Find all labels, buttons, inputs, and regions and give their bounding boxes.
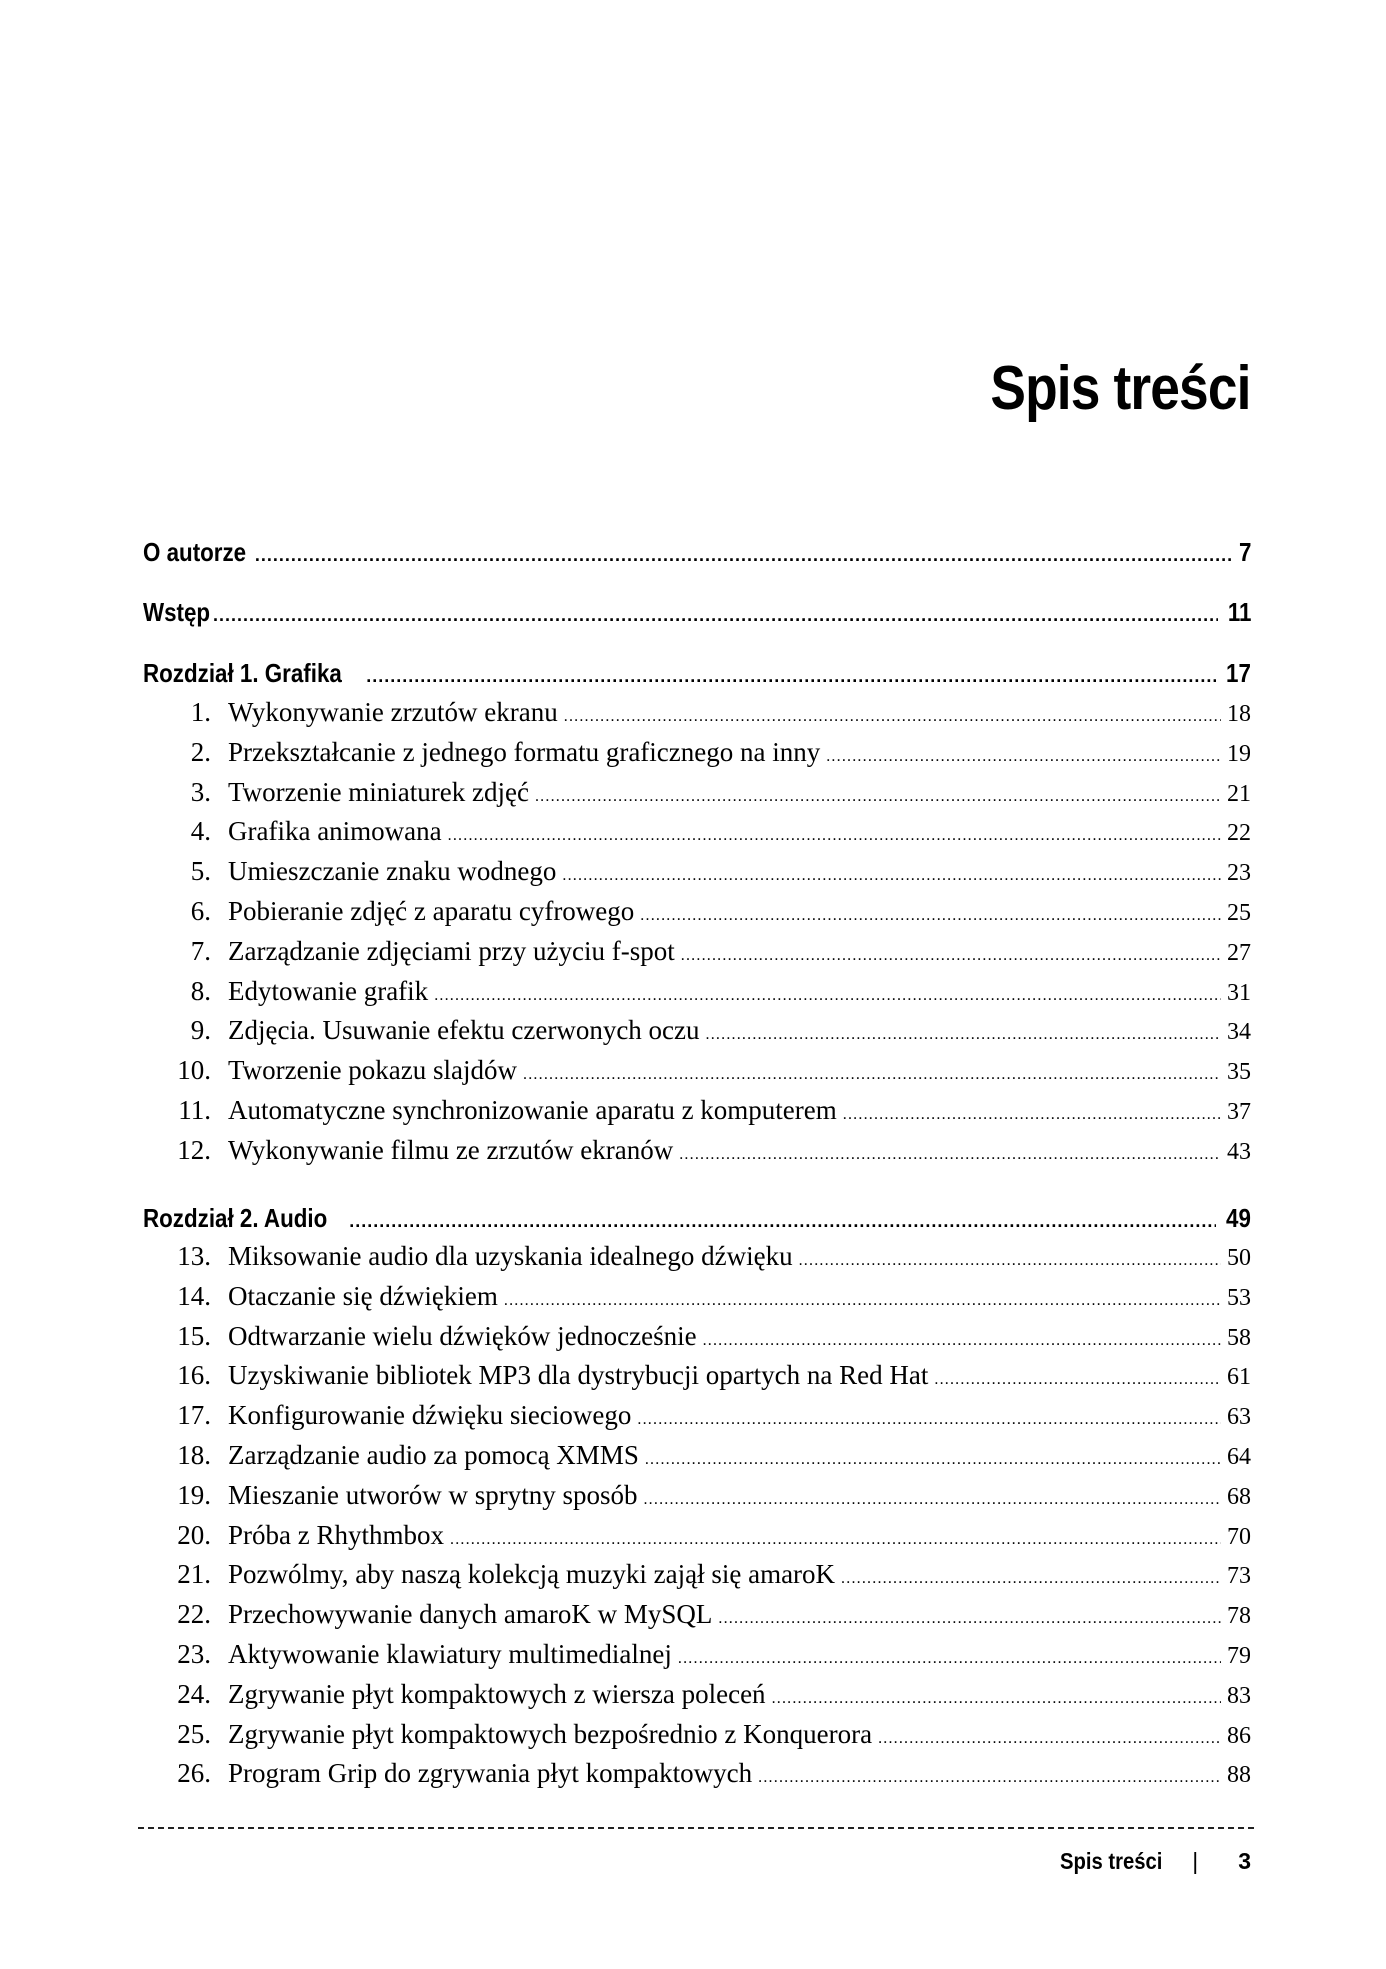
toc-page-number: 64: [1227, 1444, 1251, 1470]
toc-item-number: 13.: [177, 1241, 211, 1271]
toc-page-number: 78: [1227, 1603, 1251, 1630]
toc-item-title: Automatyczne synchronizowanie aparatu z komputerem: [228, 1095, 837, 1125]
toc-dot-leader: [772, 1690, 1221, 1708]
toc-page-number: 73: [1227, 1563, 1251, 1590]
toc-page-number: 50: [1227, 1245, 1251, 1271]
toc-item-number: 10.: [177, 1055, 211, 1086]
toc-item-entry[interactable]: [143, 1135, 1251, 1166]
toc-page-number: 34: [1227, 1019, 1251, 1046]
footer-separator: |: [1192, 1848, 1199, 1874]
toc-chapter-title: Wstęp: [143, 597, 211, 627]
toc-item-title: Edytowanie grafik: [228, 975, 429, 1006]
toc-page-number: 49: [1226, 1203, 1251, 1233]
toc-dot-leader: [645, 1451, 1221, 1469]
footer-page-number: 3: [1238, 1848, 1251, 1874]
toc-item-title: Zarządzanie audio za pomocą XMMS: [228, 1440, 639, 1470]
toc-page-number: 70: [1227, 1523, 1251, 1550]
toc-item-title: Zarządzanie zdjęciami przy użyciu f-spot: [228, 935, 675, 966]
toc-page-number: 53: [1227, 1284, 1251, 1311]
toc-page-number: 18: [1227, 701, 1251, 727]
toc-item-number: 1.: [190, 697, 211, 727]
toc-item-title: Aktywowanie klawiatury multimedialnej: [228, 1639, 672, 1669]
toc-item-number: 21.: [177, 1559, 211, 1590]
toc-item-entry[interactable]: [143, 896, 1251, 927]
toc-dot-leader: [564, 708, 1221, 726]
toc-item-entry[interactable]: [143, 777, 1251, 808]
toc-item-number: 18.: [177, 1440, 211, 1470]
toc-item-entry[interactable]: [143, 1639, 1251, 1670]
toc-dot-leader: [643, 1491, 1221, 1509]
toc-chapter-entry[interactable]: [143, 1203, 1251, 1234]
toc-item-number: 3.: [190, 776, 211, 807]
toc-item-title: Zgrywanie płyt kompaktowych z wiersza poleceń: [228, 1678, 766, 1709]
toc-item-title: Zdjęcia. Usuwanie efektu czerwonych oczu: [228, 1015, 700, 1046]
toc-item-entry[interactable]: [143, 1719, 1251, 1750]
toc-dot-leader: [637, 1411, 1221, 1429]
toc-item-number: 20.: [177, 1519, 211, 1550]
toc-page-number: 61: [1227, 1364, 1251, 1391]
toc-item-title: Zgrywanie płyt kompaktowych bezpośrednio z Konquerora: [228, 1718, 873, 1749]
toc-dot-leader: [878, 1730, 1221, 1748]
toc-item-title: Umieszczanie znaku wodnego: [228, 856, 557, 887]
toc-item-number: 4.: [190, 816, 211, 847]
toc-chapter-entry[interactable]: [143, 537, 1251, 568]
toc-page-number: 31: [1227, 979, 1251, 1006]
toc-chapter-title: Rozdział 2. Audio: [143, 1203, 328, 1233]
toc-dot-leader: [448, 827, 1221, 845]
toc-dot-leader: [523, 1066, 1221, 1084]
toc-page-number: 25: [1227, 900, 1251, 926]
toc-dot-leader: [679, 1146, 1221, 1164]
toc-item-title: Odtwarzanie wielu dźwięków jednocześnie: [228, 1320, 697, 1351]
toc-item-entry[interactable]: [143, 1440, 1251, 1471]
toc-item-number: 5.: [190, 856, 211, 887]
toc-dot-leader: [535, 788, 1221, 806]
toc-item-title: Pobieranie zdjęć z aparatu cyfrowego: [228, 896, 635, 926]
toc-item-number: 25.: [177, 1718, 211, 1749]
toc-dot-leader: [504, 1292, 1221, 1310]
toc-item-number: 6.: [190, 896, 211, 926]
toc-dot-leader: [450, 1531, 1221, 1549]
toc-page-number: 63: [1227, 1404, 1251, 1431]
toc-item-entry[interactable]: [143, 1599, 1251, 1630]
toc-dot-leader: [681, 947, 1221, 965]
toc-dot-leader: [213, 605, 1218, 626]
toc-dot-leader: [640, 907, 1221, 925]
toc-chapter-title: O autorze: [143, 537, 247, 567]
toc-dot-leader: [758, 1769, 1221, 1787]
toc-item-title: Wykonywanie filmu ze zrzutów ekranów: [228, 1134, 674, 1165]
toc-dot-leader: [799, 1252, 1221, 1270]
toc-item-entry[interactable]: [143, 816, 1251, 847]
toc-item-title: Tworzenie miniaturek zdjęć: [228, 776, 529, 807]
toc-dot-leader: [843, 1106, 1221, 1124]
toc-page-number: 43: [1227, 1138, 1251, 1165]
toc-item-title: Otaczanie się dźwiękiem: [228, 1280, 498, 1311]
toc-page-number: 7: [1238, 537, 1251, 567]
toc-item-number: 8.: [190, 975, 211, 1006]
toc-item-title: Tworzenie pokazu slajdów: [228, 1055, 518, 1086]
toc-item-number: 17.: [177, 1400, 211, 1431]
toc-dot-leader: [434, 987, 1221, 1005]
toc-item-title: Próba z Rhythmbox: [228, 1519, 444, 1550]
toc-item-title: Wykonywanie zrzutów ekranu: [228, 697, 558, 727]
toc-item-number: 22.: [177, 1599, 211, 1630]
page-footer: [1046, 1848, 1251, 1875]
toc-item-title: Uzyskiwanie bibliotek MP3 dla dystrybucji opartych na Red Hat: [228, 1360, 929, 1391]
toc-item-title: Grafika animowana: [228, 816, 442, 847]
toc-page-number: 35: [1227, 1059, 1251, 1086]
toc-dot-leader: [703, 1332, 1221, 1350]
toc-item-entry[interactable]: [143, 1520, 1251, 1551]
toc-page-number: 17: [1226, 658, 1251, 688]
toc-item-number: 23.: [177, 1639, 211, 1669]
toc-item-entry[interactable]: [143, 1241, 1251, 1272]
toc-item-entry[interactable]: [143, 737, 1251, 768]
toc-dot-leader: [678, 1650, 1221, 1668]
toc-dot-leader: [255, 545, 1231, 566]
toc-item-entry[interactable]: [143, 697, 1251, 728]
toc-dot-leader: [718, 1610, 1221, 1628]
toc-item-entry[interactable]: [143, 1400, 1251, 1431]
toc-item-number: 14.: [177, 1280, 211, 1311]
toc-dot-leader: [826, 748, 1221, 766]
toc-item-title: Konfigurowanie dźwięku sieciowego: [228, 1400, 632, 1431]
toc-dot-leader: [841, 1570, 1221, 1588]
toc-page-number: 23: [1227, 860, 1251, 887]
toc-page-number: 83: [1227, 1682, 1251, 1709]
toc-item-title: Mieszanie utworów w sprytny sposób: [228, 1479, 638, 1510]
toc-item-number: 12.: [177, 1134, 211, 1165]
toc-dot-leader: [706, 1026, 1221, 1044]
toc-page-number: 22: [1227, 820, 1251, 847]
footer-title: Spis treści: [1059, 1848, 1163, 1874]
toc-item-number: 19.: [177, 1479, 211, 1510]
toc-page-number: 79: [1227, 1643, 1251, 1669]
toc-dot-leader: [562, 867, 1221, 885]
toc-item-entry[interactable]: [143, 936, 1251, 967]
toc-item-entry[interactable]: [143, 1095, 1251, 1126]
toc-item-entry[interactable]: [143, 1758, 1251, 1789]
toc-item-entry[interactable]: [143, 1321, 1251, 1352]
toc-item-number: 15.: [177, 1320, 211, 1351]
toc-item-entry[interactable]: [143, 976, 1251, 1007]
toc-page-number: 21: [1227, 780, 1251, 807]
toc-item-number: 16.: [177, 1360, 211, 1391]
toc-page-number: 11: [1227, 597, 1251, 627]
toc-chapter-entry[interactable]: [143, 597, 1251, 628]
toc-page-number: 86: [1227, 1722, 1251, 1749]
footer-divider: [138, 1827, 1254, 1829]
toc-item-entry[interactable]: [143, 856, 1251, 887]
toc-chapter-entry[interactable]: [143, 658, 1251, 689]
toc-item-title: Miksowanie audio dla uzyskania idealnego dźwięku: [228, 1241, 793, 1271]
page-title: Spis treści: [990, 354, 1251, 423]
toc-item-title: Program Grip do zgrywania płyt kompaktowych: [228, 1758, 753, 1789]
toc-item-entry[interactable]: [143, 1559, 1251, 1590]
toc-page-number: 19: [1227, 740, 1251, 767]
toc-dot-leader: [366, 666, 1216, 687]
toc-item-number: 11.: [178, 1095, 211, 1125]
toc-item-entry[interactable]: [143, 1015, 1251, 1046]
toc-item-number: 7.: [190, 935, 211, 966]
toc-chapter-title: Rozdział 1. Grafika: [143, 658, 342, 688]
toc-item-entry[interactable]: [143, 1679, 1251, 1710]
toc-item-number: 2.: [190, 736, 211, 767]
toc-page-number: 68: [1227, 1483, 1251, 1510]
toc-item-title: Przechowywanie danych amaroK w MySQL: [228, 1599, 713, 1630]
toc-item-entry[interactable]: [143, 1281, 1251, 1312]
toc-item-title: Pozwólmy, aby naszą kolekcją muzyki zajął się amaroK: [228, 1559, 836, 1590]
toc-item-number: 24.: [177, 1678, 211, 1709]
toc-item-title: Przekształcanie z jednego formatu graficznego na inny: [228, 736, 821, 767]
toc-item-entry[interactable]: [143, 1055, 1251, 1086]
toc-page-number: 27: [1227, 939, 1251, 966]
toc-dot-leader: [934, 1371, 1221, 1389]
toc-item-number: 9.: [190, 1015, 211, 1046]
toc-page-number: 58: [1227, 1324, 1251, 1351]
toc-item-entry[interactable]: [143, 1360, 1251, 1391]
toc-item-number: 26.: [177, 1758, 211, 1789]
toc-page-number: 88: [1227, 1762, 1251, 1789]
toc-item-entry[interactable]: [143, 1480, 1251, 1511]
toc-page-number: 37: [1227, 1099, 1251, 1125]
toc-dot-leader: [349, 1211, 1216, 1232]
